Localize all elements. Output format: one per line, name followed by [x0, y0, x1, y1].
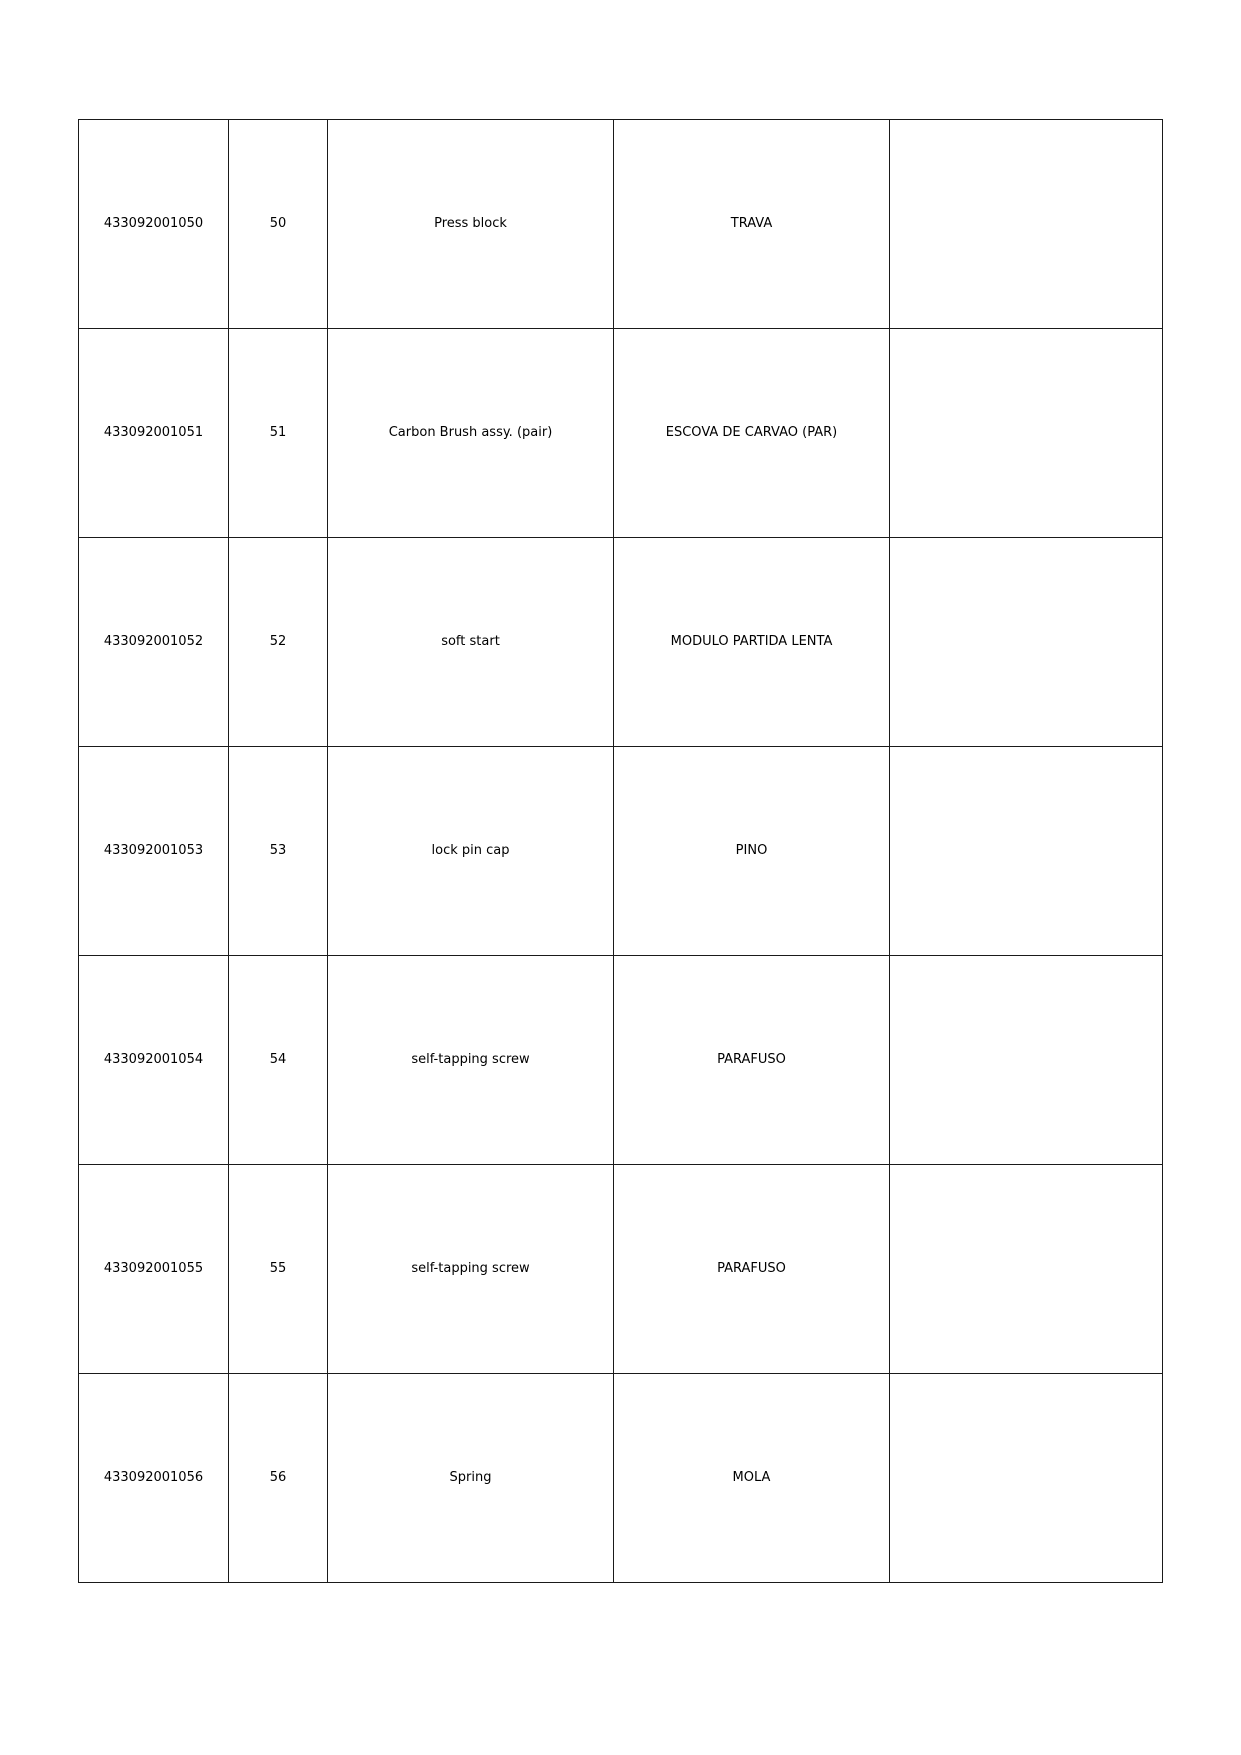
table-row [79, 329, 1163, 538]
table-row [79, 120, 1163, 329]
empty-cell [890, 1165, 1163, 1374]
english-description-cell: self-tapping screw [328, 956, 614, 1165]
part-code-cell: 433092001051 [79, 329, 229, 538]
item-number-cell: 51 [229, 329, 328, 538]
empty-cell [890, 956, 1163, 1165]
part-code-cell: 433092001055 [79, 1165, 229, 1374]
portuguese-description-cell: TRAVA [614, 120, 890, 329]
english-description-cell: soft start [328, 538, 614, 747]
item-number-cell: 54 [229, 956, 328, 1165]
empty-cell [890, 329, 1163, 538]
item-number-cell: 56 [229, 1374, 328, 1583]
parts-table [78, 119, 1163, 1583]
part-code-cell: 433092001056 [79, 1374, 229, 1583]
english-description-cell: Spring [328, 1374, 614, 1583]
part-code-cell: 433092001054 [79, 956, 229, 1165]
portuguese-description-cell: MOLA [614, 1374, 890, 1583]
english-description-cell: self-tapping screw [328, 1165, 614, 1374]
part-code-cell: 433092001053 [79, 747, 229, 956]
table-row [79, 1374, 1163, 1583]
portuguese-description-cell: PINO [614, 747, 890, 956]
item-number-cell: 52 [229, 538, 328, 747]
portuguese-description-cell: ESCOVA DE CARVAO (PAR) [614, 329, 890, 538]
item-number-cell: 53 [229, 747, 328, 956]
english-description-cell: Carbon Brush assy. (pair) [328, 329, 614, 538]
table-row [79, 538, 1163, 747]
portuguese-description-cell: PARAFUSO [614, 1165, 890, 1374]
english-description-cell: lock pin cap [328, 747, 614, 956]
empty-cell [890, 538, 1163, 747]
item-number-cell: 50 [229, 120, 328, 329]
part-code-cell: 433092001052 [79, 538, 229, 747]
table-row [79, 956, 1163, 1165]
portuguese-description-cell: MODULO PARTIDA LENTA [614, 538, 890, 747]
table-row [79, 747, 1163, 956]
part-code-cell: 433092001050 [79, 120, 229, 329]
english-description-cell: Press block [328, 120, 614, 329]
empty-cell [890, 120, 1163, 329]
empty-cell [890, 747, 1163, 956]
table-row [79, 1165, 1163, 1374]
empty-cell [890, 1374, 1163, 1583]
portuguese-description-cell: PARAFUSO [614, 956, 890, 1165]
item-number-cell: 55 [229, 1165, 328, 1374]
